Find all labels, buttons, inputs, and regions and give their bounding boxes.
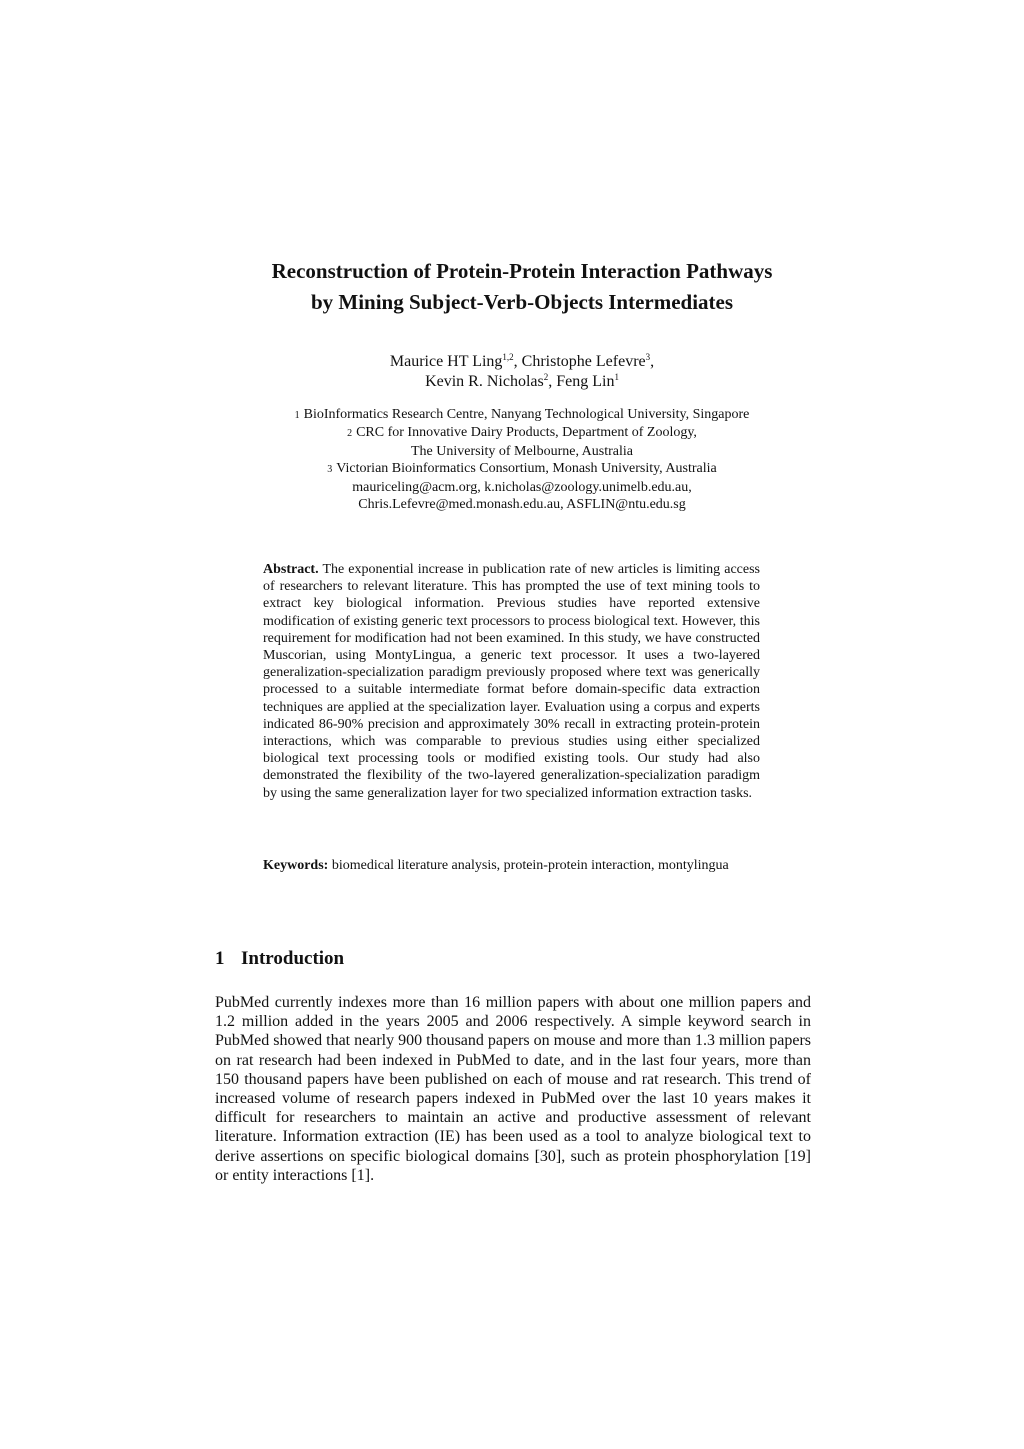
affiliation-3 xyxy=(120,460,924,478)
affiliation-1 xyxy=(120,406,924,424)
paper-title xyxy=(120,256,924,318)
section-heading xyxy=(215,947,344,971)
affiliation-2-cont: The University of Melbourne, Australia xyxy=(410,443,633,459)
author-name: , Christophe Lefevre xyxy=(513,353,646,370)
affiliation-number: 3 xyxy=(327,464,333,476)
title-line-1: Reconstruction of Protein-Protein Interaction Pathways xyxy=(271,259,773,283)
author-affil-marker: 1,2 xyxy=(502,352,514,362)
abstract-text: The exponential increase in publication rate of new articles is limiting access of researchers to relevant literature. This has prompted the use of text mining tools to extract key biological information. Previous studies have reported extensive modification of existing generic text processors to process biological text. However, this requirement for modification had not been examined. In this study, we have constructed Muscorian, using MontyLingua, a generic text processor. It uses a two-layered generalization-specialization paradigm previously proposed where text was generically processed to a suitable intermediate format before domain-specific data extraction techniques are applied at the specialization layer. Evaluation using a corpus and experts indicated 86-90% precision and approximately 30% recall in extracting protein-protein interactions, which was comparable to previous studies using either specialized biological text processing tools or modified existing tools. Our study had also demonstrated the flexibility of the two-layered generalization-specialization paradigm by using the same generalization layer for two specialized information extraction tasks. xyxy=(263,562,761,801)
section-number: 1 xyxy=(215,948,225,969)
affiliation-2 xyxy=(120,424,924,442)
affiliation-number: 1 xyxy=(294,410,300,421)
author-name: Kevin R. Nicholas xyxy=(425,373,544,390)
affiliation-number: 2 xyxy=(347,428,353,440)
author-name: Maurice HT Ling xyxy=(389,353,503,370)
affiliation-text: BioInformatics Research Centre, Nanyang Technological University, Singapore xyxy=(303,407,750,422)
abstract xyxy=(263,561,760,802)
introduction-paragraph: PubMed currently indexes more than 16 million papers with about one million papers and 1.2 million added in the years 2005 and 2006 respectively. A simple keyword search in PubMed showed that nearly 900 thousand papers on mouse and more than 1.3 million papers on rat research had been indexed in PubMed to date, and in the last four years, more than 150 thousand papers have been published on each of mouse and rat research. This trend of increased volume of research papers indexed in PubMed over the last 10 years makes it difficult for researchers to maintain an active and productive assessment of relevant literature. Information extraction (IE) has been used as a tool to analyze biological text to derive assertions on specific biological domains [30], such as protein phosphorylation [19] or entity interactions [1]. xyxy=(215,994,811,1184)
author-affil-marker: 2 xyxy=(543,372,549,382)
author-line-1 xyxy=(120,352,924,372)
author-affil-marker: 3 xyxy=(645,352,651,362)
author-name: , Feng Lin xyxy=(548,373,615,390)
author-separator: , xyxy=(650,353,655,370)
email-line-2: Chris.Lefevre@med.monash.edu.au, ASFLIN@ntu.edu.sg xyxy=(358,497,686,513)
keywords-label: Keywords: xyxy=(263,858,329,873)
email-line-1: mauriceling@acm.org, k.nicholas@zoology.unimelb.edu.au, xyxy=(352,479,692,495)
affiliations xyxy=(120,406,924,513)
keywords xyxy=(263,857,760,874)
author-list xyxy=(120,352,924,392)
affiliation-text: Victorian Bioinformatics Consortium, Monash University, Australia xyxy=(336,461,717,477)
keywords-text: biomedical literature analysis, protein-protein interaction, montylingua xyxy=(331,858,729,873)
author-line-2 xyxy=(120,372,924,392)
affiliation-text: CRC for Innovative Dairy Products, Department of Zoology, xyxy=(356,425,697,441)
title-line-2: by Mining Subject-Verb-Objects Intermediates xyxy=(310,290,734,314)
abstract-label: Abstract. xyxy=(263,562,319,577)
author-affil-marker: 1 xyxy=(614,372,619,382)
section-title: Introduction xyxy=(241,948,345,969)
